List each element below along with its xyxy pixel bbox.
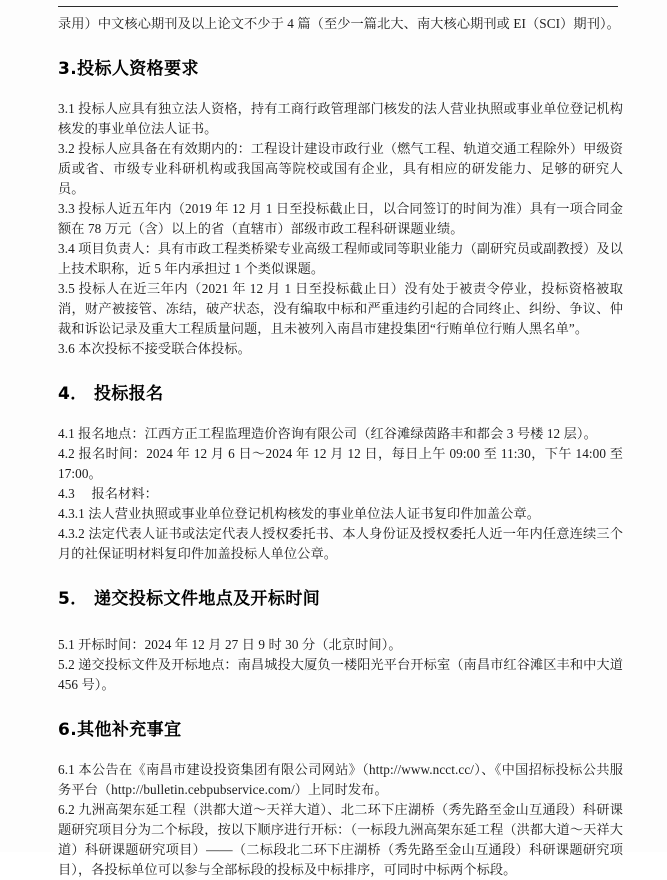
spacer: [58, 416, 623, 424]
paragraph-4-3-2: 4.3.2 法定代表人证书或法定代表人授权委托书、本人身份证及授权委托人近一年内任意连续三个月的社保证明材料复印件加盖投标人单位公章。: [58, 526, 623, 561]
section-heading-5: 5． 递交投标文件地点及开标时间: [58, 589, 321, 609]
paragraph-5-2: 5.2 递交投标文件及开标地点：南昌城投大厦负一楼阳光平台开标室（南昌市红谷滩区丰和中大道 456 号）。: [58, 657, 623, 692]
section-heading-4: 4． 投标报名: [58, 384, 164, 404]
top-fragment-text: 录用）中文核心期刊及以上论文不少于 4 篇（至少一篇北大、南大核心期刊或 EI（SCI）期刊）。: [58, 16, 620, 31]
paragraph-4-3: 4.3 报名材料：: [58, 486, 158, 501]
document-content: [58, 0, 623, 880]
spacer: [58, 621, 623, 635]
paragraph-6-1: 6.1 本公告在《南昌市建设投资集团有限公司网站》（http://www.ncct.cc/）、《中国招标投标公共服务平台（http://bulletin.cebpubservice.com/）上同时发布。: [58, 762, 623, 797]
section-heading-6: 6.其他补充事宜: [58, 720, 182, 740]
spacer: [58, 91, 623, 99]
spacer: [58, 752, 623, 760]
header-rule: [58, 6, 618, 7]
paragraph-5-1: 5.1 开标时间：2024 年 12 月 27 日 9 时 30 分（北京时间）。: [58, 637, 402, 652]
paragraph-3-4: 3.4 项目负责人：具有市政工程类桥梁专业高级工程师或同等职业能力（副研究员或副教授）及以上技术职称，近 5 年内承担过 1 个类似课题。: [58, 241, 623, 276]
paragraph-3-3: 3.3 投标人近五年内（2019 年 12 月 1 日至投标截止日，以合同签订的时间为准）具有一项合同金额在 78 万元（含）以上的省（直辖市）部级市政工程科研课题业绩。: [58, 201, 623, 236]
paragraph-3-5: 3.5 投标人在近三年内（2021 年 12 月 1 日至投标截止日）没有处于被责令停业，投标资格被取消，财产被接管、冻结，破产状态，没有编取中标和严重违约引起的合同终止、纠纷、争议、仲裁和诉讼记录及重大工程质量问题，且未被列入南昌市建投集团“行贿单位行贿人黑名单”。: [58, 281, 623, 336]
paragraph-4-3-1: 4.3.1 法人营业执照或事业单位登记机构核发的事业单位法人证书复印件加盖公章。: [58, 506, 541, 521]
paragraph-6-2: 6.2 九洲高架东延工程（洪都大道～天祥大道）、北二环下庄湖桥（秀先路至金山互通段）科研课题研究项目分为二个标段，按以下顺序进行开标：（一标段九洲高架东延工程（洪都大道～天祥大道）科研课题研究项目）——（二标段北二环下庄湖桥（秀先路至金山互通段）科研课题研究项目），各投标单位可以参与全部标段的投标及中标排序，可同时中标两个标段。: [58, 802, 623, 877]
section-heading-3: 3.投标人资格要求: [58, 59, 199, 79]
paragraph-3-2: 3.2 投标人应具备在有效期内的：工程设计建设市政行业（燃气工程、轨道交通工程除外）甲级资质或省、市级专业科研机构或我国高等院校或国有企业，具有相应的研发能力、足够的研究人员。: [58, 141, 623, 196]
paragraph-3-6: 3.6 本次投标不接受联合体投标。: [58, 341, 251, 356]
paragraph-3-1: 3.1 投标人应具有独立法人资格，持有工商行政管理部门核发的法人营业执照或事业单位登记机构核发的事业单位法人证书。: [58, 101, 623, 136]
paragraph-4-2: 4.2 报名时间：2024 年 12 月 6 日～2024 年 12 月 12 日，每日上午 09:00 至 11:30，下午 14:00 至 17:00。: [58, 446, 623, 481]
paragraph-4-1: 4.1 报名地点：江西方正工程监理造价咨询有限公司（红谷滩绿茵路丰和都会 3 号楼 12 层）。: [58, 426, 597, 441]
